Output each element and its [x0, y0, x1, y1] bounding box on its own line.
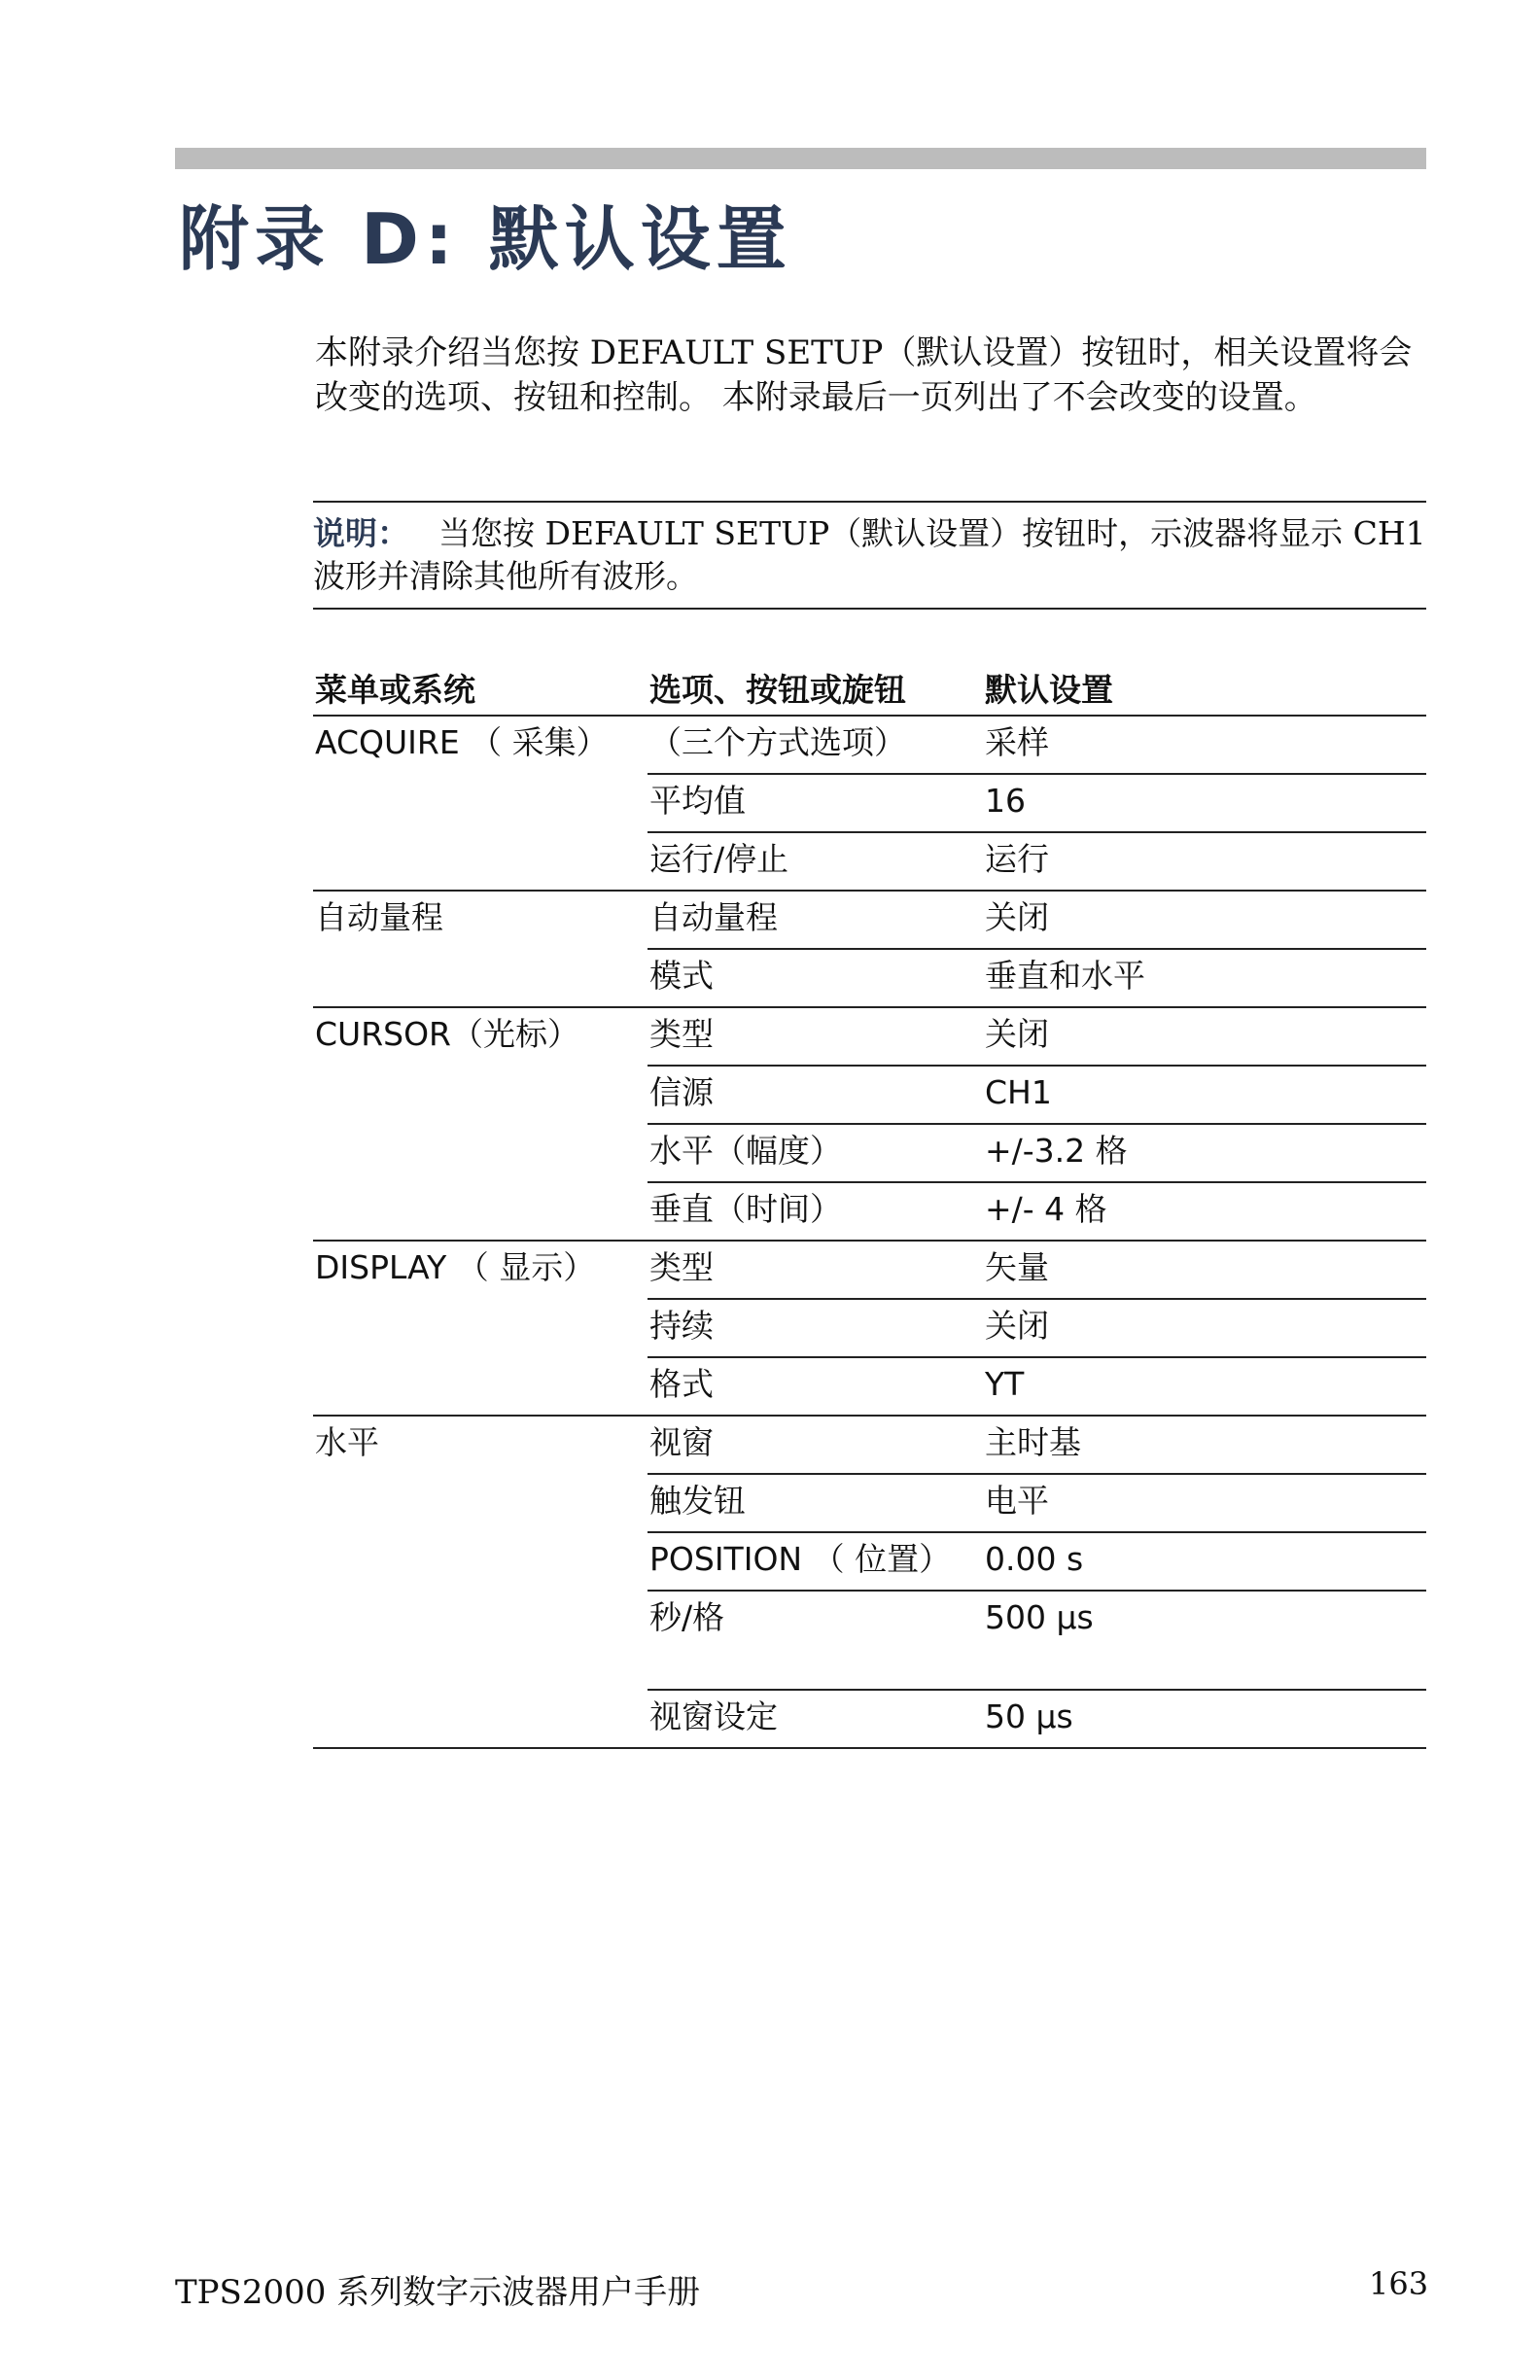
default-settings-table [313, 666, 1426, 1749]
default-cell: +/-3.2 格 [983, 1124, 1426, 1182]
option-cell: （三个方式选项） [648, 716, 983, 774]
default-cell: 500 µs [983, 1591, 1426, 1690]
default-cell: 垂直和水平 [983, 949, 1426, 1007]
option-cell: 类型 [648, 1007, 983, 1066]
default-cell: 50 µs [983, 1690, 1426, 1748]
menu-horizontal: 水平 [313, 1416, 648, 1748]
option-cell: 自动量程 [648, 891, 983, 949]
option-cell: 秒/格 [648, 1591, 983, 1690]
note-text: 当您按 DEFAULT SETUP（默认设置）按钮时，示波器将显示 CH1 波形并清除其他所有波形。 [313, 514, 1426, 595]
default-cell: 16 [983, 774, 1426, 832]
default-cell: 关闭 [983, 891, 1426, 949]
default-cell: YT [983, 1357, 1426, 1416]
table-row [313, 1007, 1426, 1066]
menu-acquire: ACQUIRE （ 采集） [313, 716, 648, 891]
table-row [313, 716, 1426, 774]
option-cell: 视窗 [648, 1416, 983, 1474]
table-row [313, 1241, 1426, 1299]
menu-autorange: 自动量程 [313, 891, 648, 1007]
option-cell: 视窗设定 [648, 1690, 983, 1748]
option-cell: 信源 [648, 1066, 983, 1124]
default-cell: 主时基 [983, 1416, 1426, 1474]
page-title: 附录 D: 默认设置 [179, 198, 792, 280]
default-cell: 关闭 [983, 1007, 1426, 1066]
default-cell: 关闭 [983, 1299, 1426, 1357]
default-cell: 电平 [983, 1474, 1426, 1532]
table-row [313, 1416, 1426, 1474]
default-cell: +/- 4 格 [983, 1182, 1426, 1241]
note-box [313, 501, 1426, 610]
header-default: 默认设置 [983, 666, 1426, 716]
option-cell: POSITION （ 位置） [648, 1532, 983, 1591]
default-cell: 0.00 s [983, 1532, 1426, 1591]
menu-display: DISPLAY （ 显示） [313, 1241, 648, 1416]
default-cell: 矢量 [983, 1241, 1426, 1299]
default-cell: 运行 [983, 832, 1426, 891]
header-menu: 菜单或系统 [313, 666, 648, 716]
option-cell: 类型 [648, 1241, 983, 1299]
footer-manual-title: TPS2000 系列数字示波器用户手册 [175, 2273, 701, 2312]
option-cell: 水平（幅度） [648, 1124, 983, 1182]
default-cell: 采样 [983, 716, 1426, 774]
option-cell: 垂直（时间） [648, 1182, 983, 1241]
option-cell: 持续 [648, 1299, 983, 1357]
menu-cursor: CURSOR（光标） [313, 1007, 648, 1241]
option-cell: 平均值 [648, 774, 983, 832]
option-cell: 触发钮 [648, 1474, 983, 1532]
intro-paragraph: 本附录介绍当您按 DEFAULT SETUP（默认设置）按钮时，相关设置将会改变的选项、按钮和控制。 本附录最后一页列出了不会改变的设置。 [315, 333, 1413, 417]
footer-page-number: 163 [1369, 2265, 1429, 2302]
option-cell: 格式 [648, 1357, 983, 1416]
table-row [313, 891, 1426, 949]
note-label: 说明： [313, 514, 409, 552]
default-cell: CH1 [983, 1066, 1426, 1124]
header-option: 选项、按钮或旋钮 [648, 666, 983, 716]
option-cell: 运行/停止 [648, 832, 983, 891]
option-cell: 模式 [648, 949, 983, 1007]
table-header-row [313, 666, 1426, 716]
header-rule [175, 148, 1426, 169]
